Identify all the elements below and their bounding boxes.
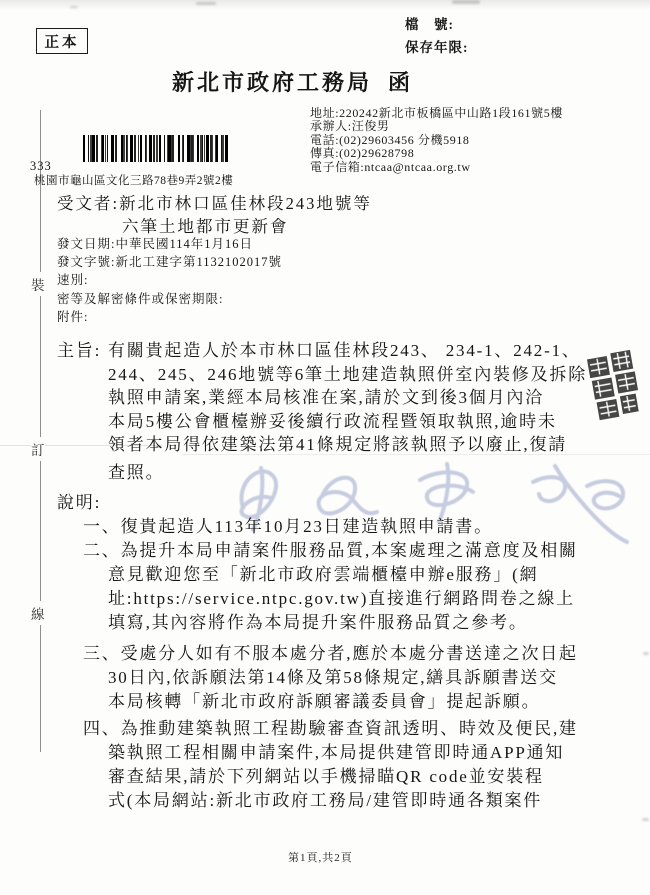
mailing-barcode <box>83 135 229 162</box>
explanation-item-wrap: 本局核轉「新北市政府訴願審議委員會」提起訴願。 <box>108 692 541 711</box>
issue-date: 發文日期:中華民國114年1月16日 <box>57 237 254 251</box>
explanation-item: 一、復貴起造人113年10月23日建造執照申請書。 <box>83 517 493 536</box>
explanation-item-wrap: 30日內,依訴願法第14條及第58條規定,繕具訴願書送交 <box>108 668 558 687</box>
document-title <box>172 66 413 97</box>
copy-type-box <box>36 28 88 54</box>
approval-stamp <box>584 348 645 424</box>
recipient-address: 桃園市龜山區文化三路78巷9弄2號2樓 <box>34 175 234 187</box>
subject-label: 主旨: <box>57 341 102 360</box>
explanation-item-wrap: 填寫,其內容將作為本局提升案件服務品質之參考。 <box>108 613 528 632</box>
subject-line: 執照申請案,業經本局核准在案,請於文到後3個月內洽 <box>108 388 544 407</box>
explanation-item-wrap: 式(本局網站:新北市政府工務局/建管即時通各類案件 <box>108 791 543 810</box>
agency-contact-block <box>310 107 563 174</box>
recipient-line1: 受文者:新北市林口區佳林段243地號等 <box>57 194 372 213</box>
agency-phone: 電話:(02)29603456 分機5918 <box>310 132 470 147</box>
recipient-line2: 六筆土地都市更新會 <box>122 217 289 236</box>
binding-line <box>40 110 41 752</box>
file-number-label: 檔 號: <box>405 17 454 32</box>
agency-email: 電子信箱:ntcaa@ntcaa.org.tw <box>310 159 471 174</box>
subject-line: 查照。 <box>108 463 165 482</box>
subject-line: 領者本局得依建築法第41條規定將該執照予以廢止,復請 <box>108 435 568 454</box>
scan-smudge <box>196 2 216 5</box>
binding-char-ding: 訂 <box>31 437 45 461</box>
scan-smudge <box>642 818 649 821</box>
explanation-label: 說明: <box>57 493 102 512</box>
agency-address: 地址:220242新北市板橋區中山路1段161號5樓 <box>310 106 563 120</box>
attachment-label: 附件: <box>57 310 89 324</box>
doc-type-label: 函 <box>388 70 414 95</box>
explanation-item-wrap: 築執照工程相關申請案件,本局提供建管即時通APP通知 <box>108 743 565 762</box>
copy-type-label: 正本 <box>44 34 80 51</box>
explanation-item: 四、為推動建築執照工程勘驗審查資訊透明、時效及便民,建 <box>83 719 578 738</box>
subject-line: 有關貴起造人於本市林口區佳林段243、 234-1、242-1、 <box>108 341 581 360</box>
binding-char-xian: 線 <box>31 601 45 625</box>
scan-smudge <box>643 652 649 655</box>
explanation-item-wrap: 意見歡迎您至「新北市政府雲端櫃檯申辦e服務」(網 <box>108 565 539 584</box>
recipient-zip: 333 <box>30 159 52 173</box>
subject-line: 本局5樓公會櫃檯辦妥後續行政流程暨領取執照,逾時未 <box>108 412 557 431</box>
subject-line: 244、245、246地號等6筆土地建造執照併室內裝修及拆除 <box>108 365 587 384</box>
doc-number: 發文字號:新北工建字第1132102017號 <box>57 255 283 269</box>
scan-smudge <box>70 6 78 8</box>
explanation-item: 二、為提升本局申請案件服務品質,本案處理之滿意度及相關 <box>83 541 578 560</box>
security-label: 密等及解密條件或保密期限: <box>57 292 224 306</box>
explanation-item-wrap: 審查結果,請於下列網站以手機掃瞄QR code並安裝程 <box>108 767 544 786</box>
retention-period-label: 保存年限: <box>405 40 469 55</box>
page-footer: 第1頁,共2頁 <box>288 852 353 864</box>
scan-smudge <box>452 0 480 4</box>
explanation-item: 三、受處分人如有不服本處分者,應於本處分書送達之次日起 <box>83 644 578 663</box>
binding-char-zhuang: 裝 <box>31 272 45 296</box>
agency-fax: 傳真:(02)29628798 <box>310 146 415 161</box>
agency-name: 新北市政府工務局 <box>172 70 373 95</box>
speed-label: 速別: <box>57 273 89 287</box>
explanation-item-wrap: 址:https://service.ntpc.gov.tw)直接進行網路問卷之線上 <box>108 589 575 608</box>
agency-officer: 承辦人:汪俊男 <box>310 119 390 134</box>
